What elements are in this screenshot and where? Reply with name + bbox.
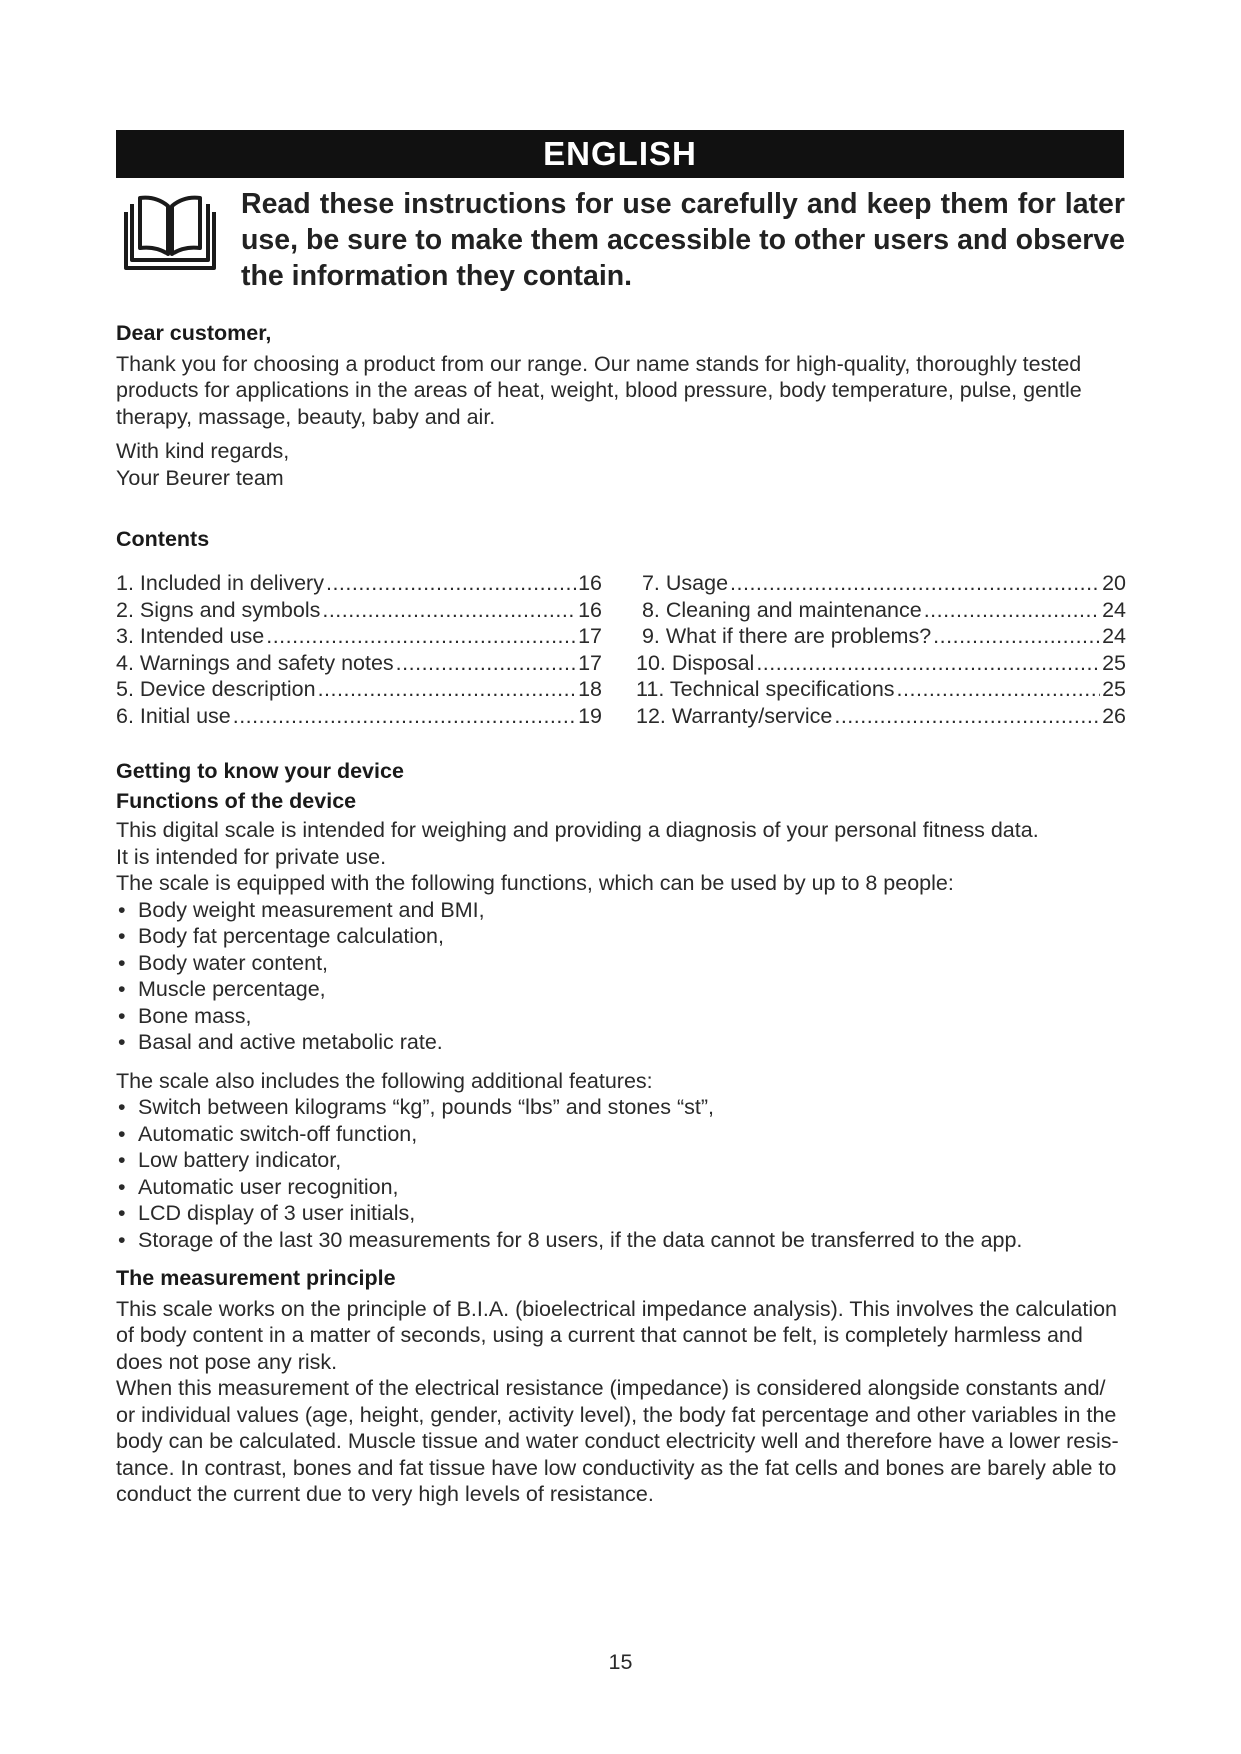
list-item: • Automatic switch-off function, <box>116 1121 1126 1148</box>
greeting-section <box>116 320 1126 491</box>
page-number: 15 <box>608 1650 633 1674</box>
toc-item[interactable]: 11. Technical specifications ..... 25 <box>636 676 1126 703</box>
greeting-heading: Dear customer, <box>116 321 272 345</box>
toc-item[interactable]: 2. Signs and symbols ..... 16 <box>116 597 602 624</box>
list-item: • Body fat percentage calculation, <box>116 923 1126 950</box>
device-section <box>116 758 1126 1253</box>
intro-instruction: Read these instructions for use carefully and keep them for later use, be sure to make them accessible to other users and observe the information they contain. <box>241 188 1125 292</box>
functions-subheading: Functions of the device <box>116 788 357 813</box>
principle-paragraph-1: This scale works on the principle of B.I.A. (bioelectrical impedance analysis). This involves the calculation of body content in a matter of seconds, using a current that cannot be felt, is completely harmless and does not pose any risk. <box>116 1296 1118 1374</box>
list-item: • Switch between kilograms “kg”, pounds “lbs” and stones “st”, <box>116 1094 1126 1121</box>
closing-line-1: With kind regards, <box>116 439 290 463</box>
list-item: • Muscle percentage, <box>116 976 1126 1003</box>
toc-item[interactable]: 8. Cleaning and maintenance ..... 24 <box>636 597 1126 624</box>
toc-item[interactable]: 4. Warnings and safety notes ..... 17 <box>116 650 602 677</box>
toc-item[interactable]: 1. Included in delivery ..... 16 <box>116 570 602 597</box>
device-line-1: This digital scale is intended for weighing and providing a diagnosis of your personal fitness data. <box>116 818 1039 842</box>
contents-heading: Contents <box>116 527 210 551</box>
device-line-3: The scale is equipped with the following functions, which can be used by up to 8 people: <box>116 871 954 895</box>
closing-line-2: Your Beurer team <box>116 465 284 490</box>
language-banner: ENGLISH <box>116 130 1124 178</box>
features-intro: The scale also includes the following additional features: <box>116 1068 653 1093</box>
list-item: • Automatic user recognition, <box>116 1174 1126 1201</box>
greeting-body: Thank you for choosing a product from our range. Our name stands for high-quality, thoroughly tested products for applications in the areas of heat, weight, blood pressure, body temperature, pulse, gentle therapy, massage, beauty, baby and air. <box>116 351 1082 429</box>
features-list <box>116 1094 1126 1253</box>
list-item: • Body water content, <box>116 950 1126 977</box>
principle-heading: The measurement principle <box>116 1266 396 1290</box>
principle-paragraph-2: When this measurement of the electrical resistance (impedance) is considered alongside constants and/ or individual values (age, height, gender, activity level), the body fat percentage and other variables in the body can be calculated. Muscle tissue and water conduct electricity well and therefore have a lower resistance. In contrast, bones and fat tissue have low conductivity as the fat cells and bones are barely able to conduct the current due to very high levels of resistance. <box>116 1376 1119 1506</box>
toc-item[interactable]: 12. Warranty/service ..... 26 <box>636 703 1126 730</box>
toc-right-column <box>636 570 1126 729</box>
list-item: • Body weight measurement and BMI, <box>116 897 1126 924</box>
device-heading: Getting to know your device <box>116 759 404 783</box>
principle-section <box>116 1265 1126 1508</box>
toc-item[interactable]: 9. What if there are problems? ..... 24 <box>636 623 1126 650</box>
list-item: • Low battery indicator, <box>116 1147 1126 1174</box>
list-item: • Bone mass, <box>116 1003 1126 1030</box>
toc-item[interactable]: 7. Usage ..... 20 <box>636 570 1126 597</box>
toc-item[interactable]: 3. Intended use ..... 17 <box>116 623 602 650</box>
open-book-icon <box>122 194 218 274</box>
list-item: • LCD display of 3 user initials, <box>116 1200 1126 1227</box>
toc-item[interactable]: 5. Device description ..... 18 <box>116 676 602 703</box>
toc-item[interactable]: 10. Disposal ..... 25 <box>636 650 1126 677</box>
contents-heading-wrap <box>116 526 1126 553</box>
toc-item[interactable]: 6. Initial use ..... 19 <box>116 703 602 730</box>
functions-list <box>116 897 1126 1056</box>
list-item: • Basal and active metabolic rate. <box>116 1029 1126 1056</box>
device-line-2: It is intended for private use. <box>116 844 387 869</box>
list-item: • Storage of the last 30 measurements for 8 users, if the data cannot be transferred to the app. <box>116 1227 1126 1254</box>
toc-left-column <box>116 570 602 729</box>
